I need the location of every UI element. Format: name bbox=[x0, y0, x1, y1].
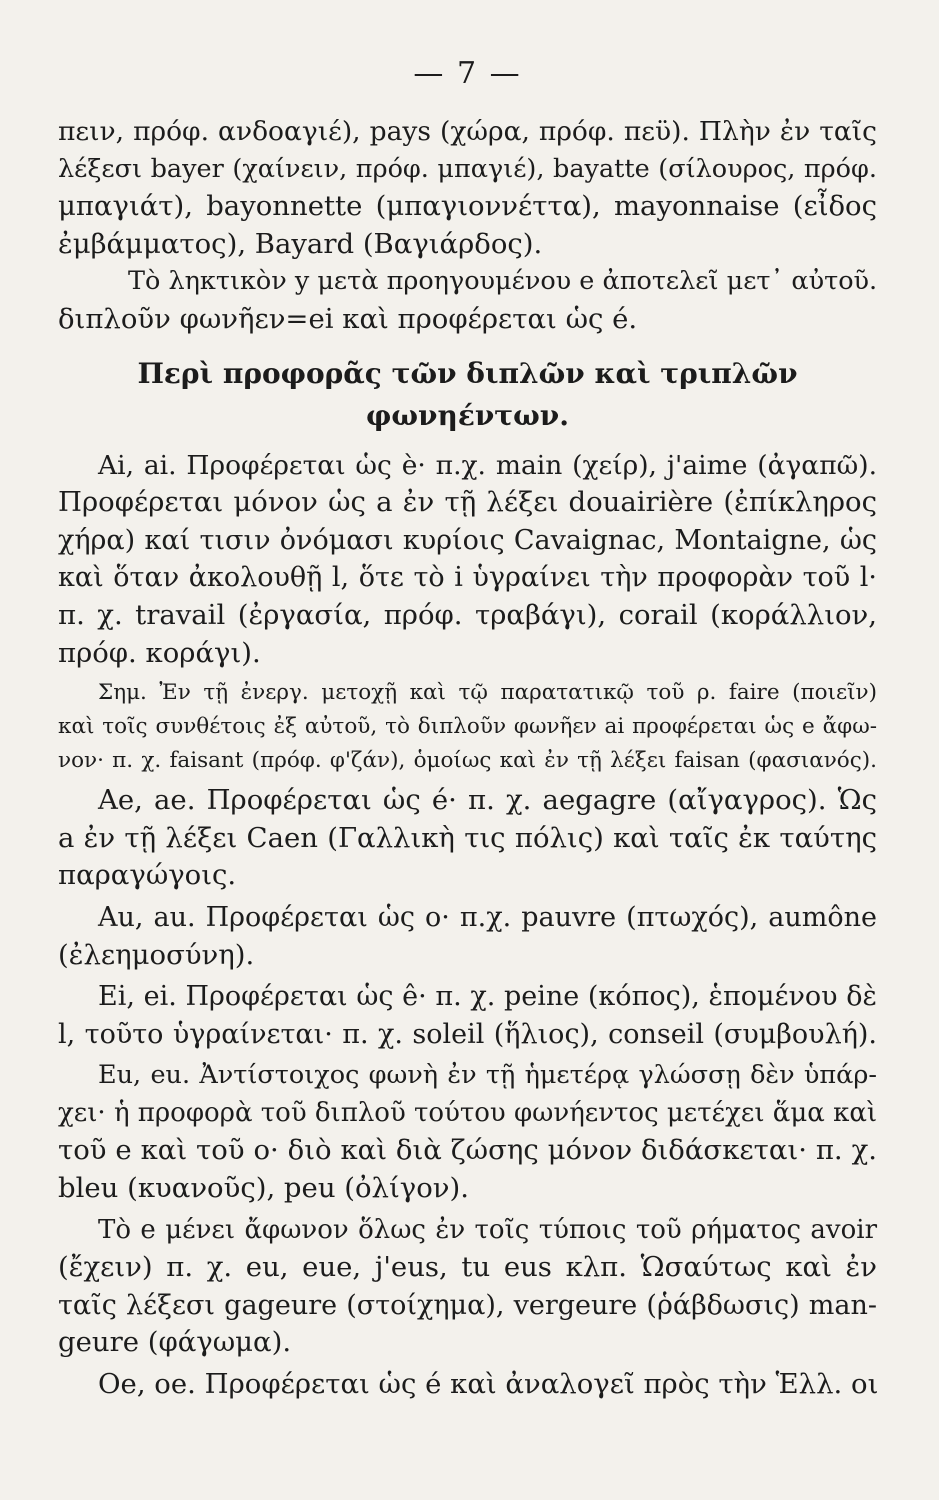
text-line: a ἐν τῇ λέξει Caen (Γαλλικὴ τις πόλις) καὶ ταῖς ἐκ ταύτης bbox=[58, 821, 877, 854]
note-line: καὶ τοῖς συνθέτοις ἐξ αὐτοῦ, τὸ διπλοῦν φωνῆεν ai προφέρεται ὡς e ἄφω- bbox=[58, 714, 877, 740]
paragraph-ai bbox=[58, 447, 877, 673]
text-line: Au, au. Προφέρεται ὡς o· π.χ. pauvre (πτωχός), aumône bbox=[98, 901, 877, 933]
section-heading bbox=[58, 353, 877, 437]
text-line: Ei, ei. Προφέρεται ὡς ê· π. χ. peine (κόπος), ἑπομένου δὲ bbox=[98, 981, 877, 1013]
text-line: τοῦ e καὶ τοῦ o· διὸ καὶ διὰ ζώσης μόνον διδάσκεται· π. χ. bbox=[58, 1134, 877, 1167]
paragraph-ei bbox=[58, 978, 877, 1053]
text-line: πειν, πρόφ. ανδοαγιέ), pays (χώρα, πρόφ. πεϋ). Πλὴν ἐν ταῖς bbox=[58, 116, 877, 147]
intro-paragraph bbox=[58, 113, 877, 339]
text-line: χήρα) καί τισιν ὀνόμασι κυρίοις Cavaignac, Montaigne, ὡς bbox=[58, 524, 877, 556]
text-line: Ai, ai. Προφέρεται ὡς è· π.χ. main (χείρ), j'aime (ἀγαπῶ). bbox=[98, 449, 877, 481]
text-line: καὶ ὅταν ἀκολουθῇ l, ὅτε τὸ i ὑγραίνει τὴν προφορὰν τοῦ l· bbox=[58, 562, 877, 594]
text-line: Τὸ ληκτικὸν y μετὰ προηγουμένου e ἀποτελεῖ μετ᾿ αὐτοῦ. bbox=[128, 266, 878, 297]
heading-line: φωνηέντων. bbox=[366, 398, 569, 432]
text-line: παραγώγοις. bbox=[58, 859, 237, 892]
paragraph-e-mute bbox=[58, 1212, 877, 1362]
heading-line: Περὶ προφορᾶς τῶν διπλῶν καὶ τριπλῶν bbox=[137, 356, 798, 390]
text-line: l, τοῦτο ὑγραίνεται· π. χ. soleil (ἥλιος), conseil (συμβουλή). bbox=[58, 1018, 877, 1050]
text-line: Προφέρεται μόνον ὡς a ἐν τῇ λέξει douairière (ἐπίκληρος bbox=[58, 486, 877, 519]
paragraph-eu bbox=[58, 1057, 877, 1207]
text-line: λέξεσι bayer (χαίνειν, πρόφ. μπαγιέ), bayatte (σίλουρος, πρόφ. bbox=[58, 153, 877, 184]
text-line: bleu (κυανοῦς), peu (ὀλίγον). bbox=[58, 1172, 469, 1205]
text-line: π. χ. travail (ἐργασία, πρόφ. τραβάγι), corail (κοράλλιον, bbox=[58, 598, 877, 631]
text-line: Τὸ e μένει ἄφωνον ὅλως ἐν τοῖς τύποις τοῦ ρήματος avoir bbox=[98, 1214, 877, 1245]
text-line: ἐμβάμματος), Bayard (Βαγιάρδος). bbox=[58, 227, 543, 260]
text-line: Oe, oe. Προφέρεται ὡς é καὶ ἀναλογεῖ πρὸς τὴν Ἑλλ. οι bbox=[98, 1368, 879, 1401]
text-line: Eu, eu. Ἀντίστοιχος φωνὴ ἐν τῇ ἡμετέρᾳ γλώσσῃ δὲν ὑπάρ- bbox=[98, 1060, 877, 1091]
text-line: χει· ἡ προφορὰ τοῦ διπλοῦ τούτου φωνήεντος μετέχει ἅμα καὶ bbox=[58, 1097, 878, 1128]
text-line: (ἔχειν) π. χ. eu, eue, j'eus, tu eus κλπ. Ὡσαύτως καὶ ἐν bbox=[58, 1251, 877, 1284]
note-paragraph bbox=[58, 676, 877, 778]
text-line: μπαγιάτ), bayonnette (μπαγιοννέττα), mayonnaise (εἶδος bbox=[58, 190, 877, 223]
text-line: διπλοῦν φωνῆεν=ei καὶ προφέρεται ὡς é. bbox=[58, 302, 638, 335]
text-line: (ἐλεημοσύνη). bbox=[58, 938, 255, 971]
text-line: ταῖς λέξεσι gageure (στοίχημα), vergeure (ῥάβδωσις) man- bbox=[58, 1289, 877, 1321]
paragraph-au bbox=[58, 899, 877, 974]
page-number: — 7 — bbox=[413, 56, 522, 91]
paragraph-oe bbox=[58, 1366, 877, 1404]
note-line: νον· π. χ. faisant (πρόφ. φ'ζάν), ὁμοίως καὶ ἐν τῇ λέξει faisan (φασιανός). bbox=[58, 748, 877, 774]
text-line: πρόφ. κοράγι). bbox=[58, 636, 261, 669]
note-line: Σημ. Ἐν τῇ ἐνεργ. μετοχῇ καὶ τῷ παρατατικῷ τοῦ ρ. faire (ποιεῖν) bbox=[98, 680, 877, 706]
text-line: geure (φάγωμα). bbox=[58, 1326, 292, 1359]
paragraph-ae bbox=[58, 782, 877, 895]
text-line: Ae, ae. Προφέρεται ὡς é· π. χ. aegagre (αἴγαγρος). Ὡς bbox=[98, 784, 877, 817]
